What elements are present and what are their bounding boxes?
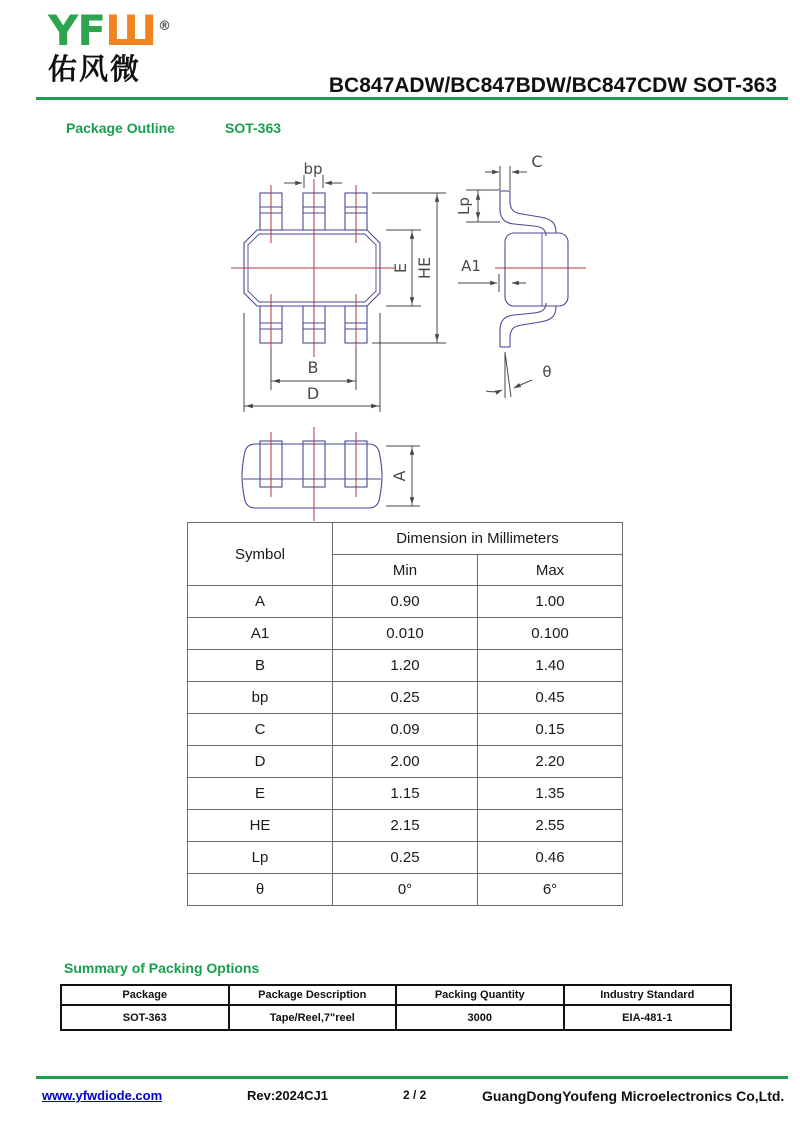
symbol-cell: HE [188,810,333,842]
symbol-cell: bp [188,682,333,714]
packing-cell-package: SOT-363 [61,1005,229,1030]
dim-label-b: B [307,358,319,377]
page-title: BC847ADW/BC847BDW/BC847CDW SOT-363 [328,74,777,97]
max-cell: 6° [478,874,623,906]
min-cell: 2.15 [333,810,478,842]
max-cell: 1.40 [478,650,623,682]
packing-cell-quantity: 3000 [396,1005,564,1030]
max-cell: 1.00 [478,586,623,618]
min-cell: 0° [333,874,478,906]
logo-w-letter: Ш [105,6,156,55]
section-packing-options: Summary of Packing Options [64,960,260,976]
header-divider [36,97,788,100]
max-cell: 0.100 [478,618,623,650]
revision-label: Rev:2024CJ1 [247,1088,328,1103]
dim-label-d: D [306,384,320,403]
table-row [188,810,623,842]
max-cell: 0.45 [478,682,623,714]
min-cell: 0.010 [333,618,478,650]
packing-header-package: Package [61,985,229,1005]
page-number: 2 / 2 [403,1088,427,1102]
table-row [188,874,623,906]
group-header: Dimension in Millimeters [333,523,623,555]
dim-label-lp: Lp [455,197,473,215]
side-view [455,152,586,398]
symbol-cell: D [188,746,333,778]
max-cell: 2.55 [478,810,623,842]
min-cell: 0.25 [333,682,478,714]
table-row [188,714,623,746]
symbol-cell: C [188,714,333,746]
section-package-outline: Package Outline [66,120,175,136]
dim-label-he: HE [415,256,434,280]
packing-header-description: Package Description [229,985,397,1005]
min-cell: 1.15 [333,778,478,810]
packing-header-quantity: Packing Quantity [396,985,564,1005]
max-cell: 0.15 [478,714,623,746]
logo-chinese-name: 佑风微 [48,52,142,86]
min-cell: 1.20 [333,650,478,682]
packing-header-standard: Industry Standard [564,985,732,1005]
packing-cell-description: Tape/Reel,7"reel [229,1005,397,1030]
logo-yf-letters: YF [48,6,106,55]
dim-label-bp: bp [303,160,323,178]
packing-header-row [61,985,731,1005]
dimension-table [187,522,623,906]
company-logo [48,6,170,86]
package-outline-drawing [150,140,650,540]
website-link[interactable]: www.yfwdiode.com [42,1088,163,1103]
table-row [188,778,623,810]
bottom-view [242,427,420,521]
min-cell: 0.25 [333,842,478,874]
top-view [231,160,446,412]
dim-label-e: E [391,262,410,274]
symbol-cell: A1 [188,618,333,650]
min-cell: 0.09 [333,714,478,746]
symbol-cell: θ [188,874,333,906]
dim-label-c: C [531,152,543,171]
table-row [188,842,623,874]
min-cell: 2.00 [333,746,478,778]
logo-wordmark [48,6,170,55]
dim-label-a: A [390,470,409,482]
company-name: GuangDongYoufeng Microelectronics Co,Ltd. [482,1088,785,1104]
package-name-label: SOT-363 [225,120,282,136]
symbol-header: Symbol [188,523,333,586]
table-row [188,618,623,650]
packing-cell-standard: EIA-481-1 [564,1005,732,1030]
max-cell: 2.20 [478,746,623,778]
table-row [188,650,623,682]
max-cell: 1.35 [478,778,623,810]
symbol-cell: Lp [188,842,333,874]
symbol-cell: A [188,586,333,618]
symbol-cell: B [188,650,333,682]
min-cell: 0.90 [333,586,478,618]
table-header-row [188,523,623,555]
symbol-cell: E [188,778,333,810]
packing-table [60,984,732,1031]
min-header: Min [333,555,478,586]
max-header: Max [478,555,623,586]
table-row [188,746,623,778]
table-row [188,586,623,618]
footer-divider [36,1076,788,1079]
dim-label-theta: θ [542,363,552,381]
max-cell: 0.46 [478,842,623,874]
table-row [188,682,623,714]
registered-trademark-icon: ® [158,19,170,34]
packing-data-row [61,1005,731,1030]
dim-label-a1: A1 [461,257,481,275]
